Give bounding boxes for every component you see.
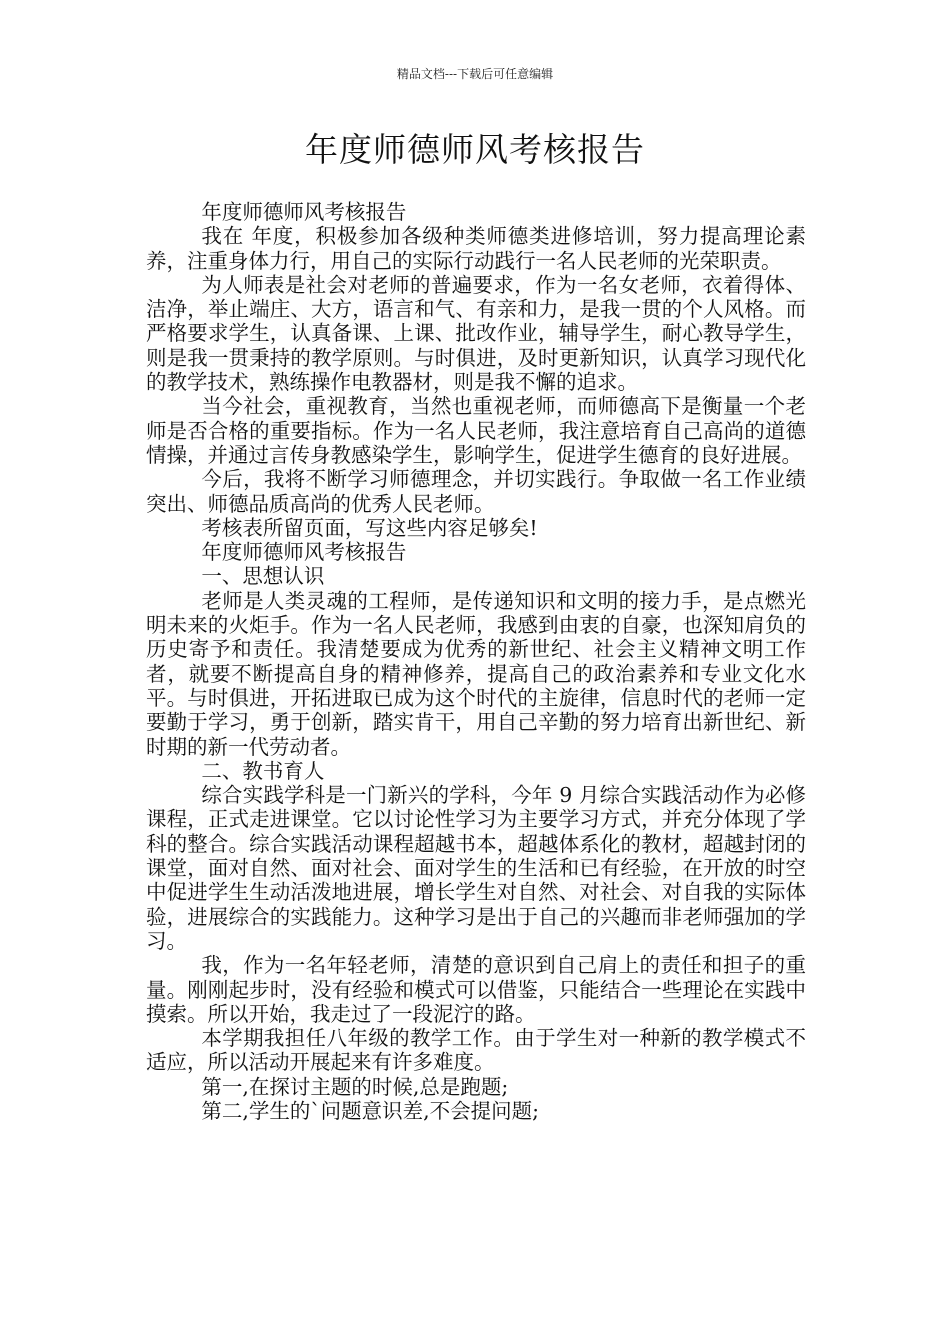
paragraph: 为人师表是社会对老师的普遍要求，作为一名女老师，衣着得体、洁净，举止端庄、大方，语言和气、有亲和力，是我一贯的个人风格。而严格要求学生，认真备课、上课、批改作业，辅导学生，耐心教导学生，则是我一贯秉持的教学原则。与时俱进，及时更新知识，认真学习现代化的教学技术，熟练操作电教器材，则是我不懈的追求。 [146,272,806,395]
paragraph: 考核表所留页面，写这些内容足够矣! [201,515,538,540]
paragraph-subtitle: 年度师德师风考核报告 [201,540,407,565]
paragraph: 今后，我将不断学习师德理念，并切实践行。争取做一名工作业绩突出、师德品质高尚的优秀人民老师。 [146,467,806,516]
header-note: 精品文档---下载后可任意编辑 [396,67,554,81]
paragraph: 我，作为一名年轻老师，清楚的意识到自己肩上的责任和担子的重量。刚刚起步时，没有经验和模式可以借鉴，只能结合一些理论在实践中摸索。所以开始，我走过了一段泥泞的路。 [146,953,806,1026]
paragraph: 综合实践学科是一门新兴的学科，今年 9 月综合实践活动作为必修课程，正式走进课堂。它以讨论性学习为主要学习方式，并充分体现了学科的整合。综合实践活动课程超越书本，超越体系化的教材，超越封闭的课堂，面对自然、面对社会、面对学生的生活和已有经验，在开放的时空中促进学生生动活泼地进展，增长学生对自然、对社会、对自我的实际体验，进展综合的实践能力。这种学习是出于自己的兴趣而非老师强加的学习。 [146,783,806,953]
paragraph: 老师是人类灵魂的工程师，是传递知识和文明的接力手，是点燃光明未来的火炬手。作为一名人民老师，我感到由衷的自豪，也深知肩负的历史寄予和责任。我清楚要成为优秀的新世纪、社会主义精神文明工作者，就要不断提高自身的精神修养，提高自己的政治素养和专业文化水平。与时俱进，开拓进取已成为这个时代的主旋律，信息时代的老师一定要勤于学习，勇于创新，踏实肯干，用自己辛勤的努力培育出新世纪、新时期的新一代劳动者。 [146,588,806,759]
list-item: 第一,在探讨主题的时候,总是跑题; [201,1074,509,1099]
document-title: 年度师德师风考核报告 [305,130,645,169]
paragraph: 本学期我担任八年级的教学工作。由于学生对一种新的教学模式不适应，所以活动开展起来有许多难度。 [146,1026,806,1075]
paragraph: 当今社会，重视教育，当然也重视老师，而师德高下是衡量一个老师是否合格的重要指标。作为一名人民老师，我注意培育自己高尚的道德情操，并通过言传身教感染学生，影响学生，促进学生德育的良好进展。 [146,394,806,467]
list-item: 第二,学生的`问题意识差,不会提问题; [201,1098,540,1123]
section-heading: 二、教书育人 [201,758,325,783]
section-heading: 一、思想认识 [201,564,325,589]
paragraph-subtitle: 年度师德师风考核报告 [201,200,407,224]
paragraph: 我在 年度，积极参加各级种类师德类进修培训，努力提高理论素养，注重身体力行，用自己的实际行动践行一名人民老师的光荣职责。 [146,224,806,273]
document-body [146,200,806,1123]
